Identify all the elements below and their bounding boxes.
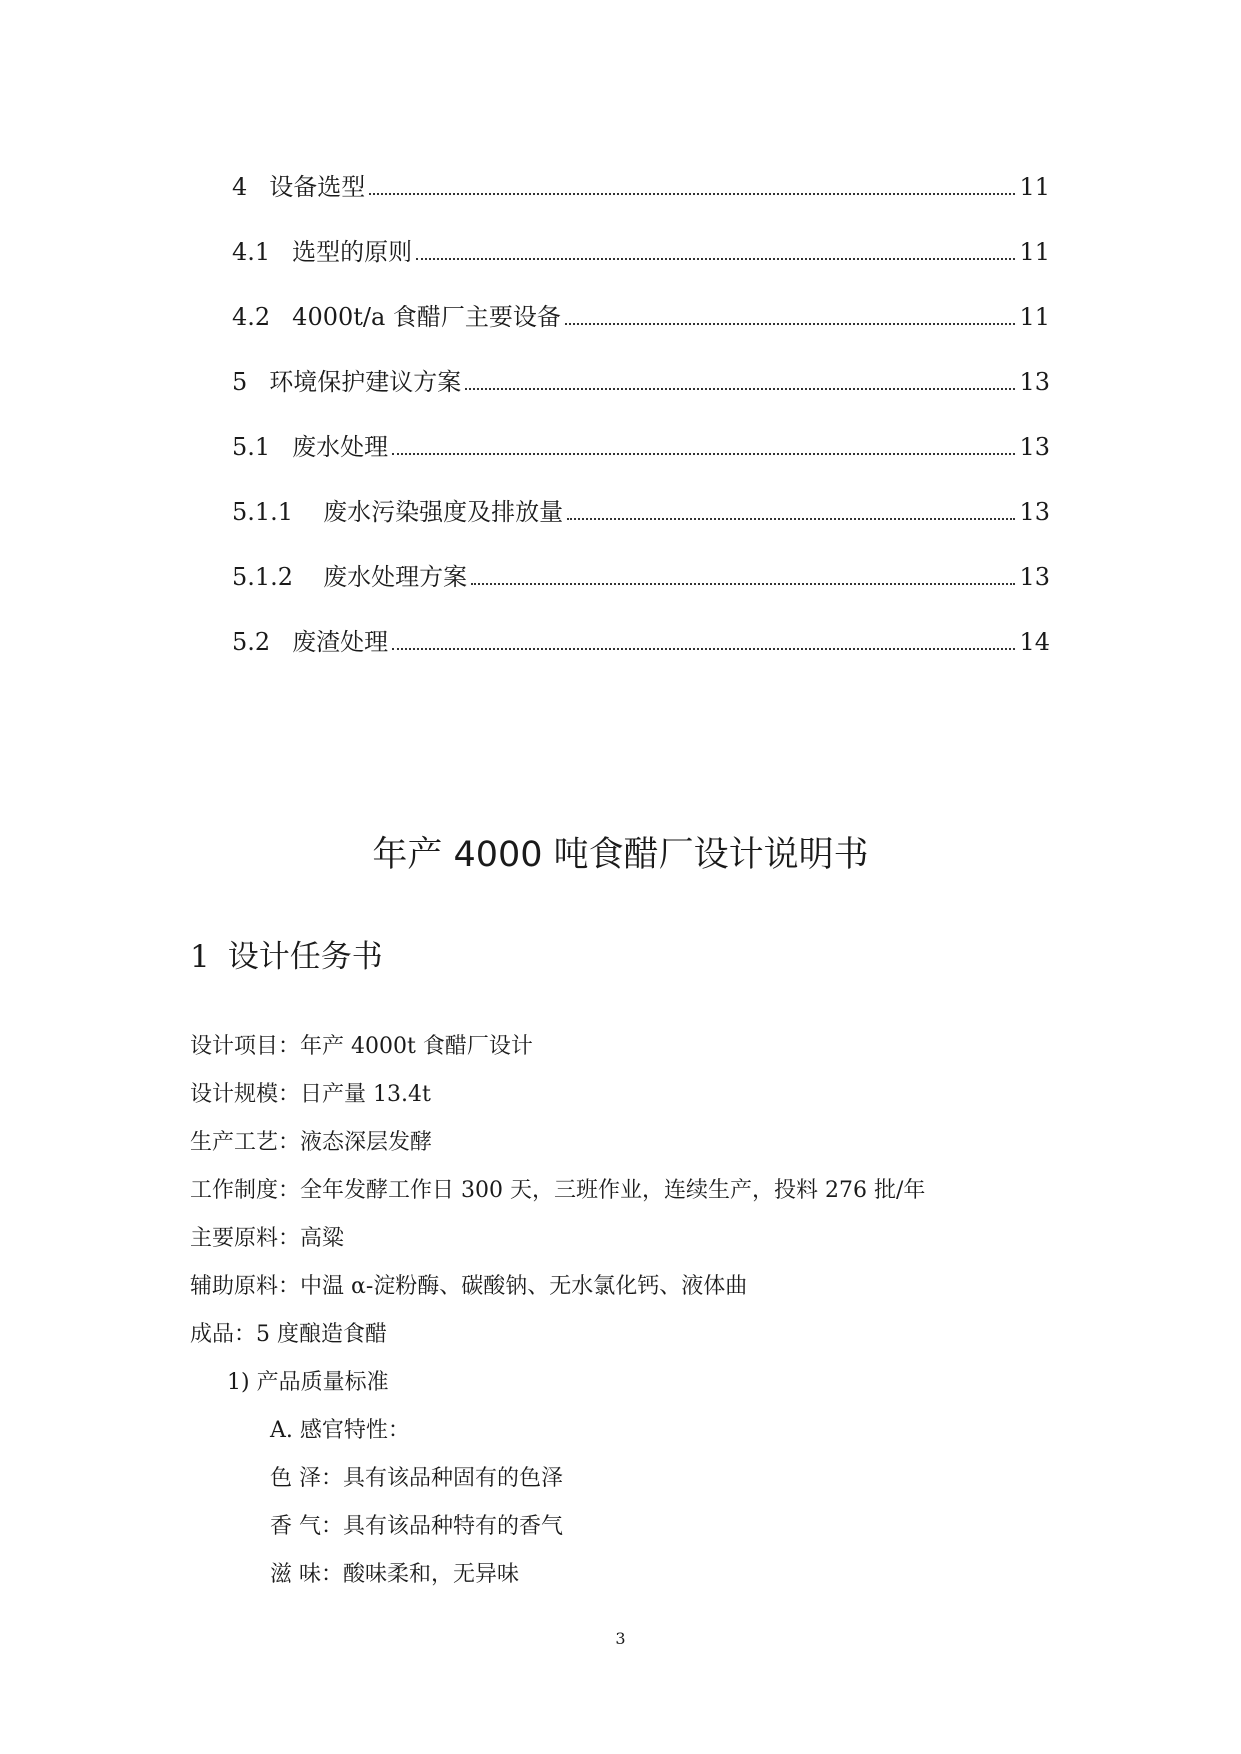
toc-title: 废渣处理 bbox=[292, 628, 389, 656]
toc-leader-dots bbox=[465, 388, 1015, 390]
page-number: 3 bbox=[615, 1629, 626, 1648]
spec-line: 设计规模：日产量 13.4t bbox=[190, 1082, 431, 1107]
toc-page-number: 13 bbox=[1019, 563, 1050, 591]
toc-entry[interactable] bbox=[232, 292, 1050, 332]
toc-number: 4.2 bbox=[232, 303, 271, 331]
toc-number: 5 bbox=[232, 368, 248, 396]
section-title: 设计任务书 bbox=[227, 939, 383, 975]
quality-item: 滋 味：酸味柔和，无异味 bbox=[270, 1562, 519, 1587]
toc-title: 4000t/a 食醋厂主要设备 bbox=[292, 303, 561, 331]
toc-number: 5.1.2 bbox=[232, 563, 294, 591]
toc-leader-dots bbox=[369, 193, 1015, 195]
quality-item: 香 气：具有该品种特有的香气 bbox=[270, 1514, 563, 1539]
toc-page-number: 13 bbox=[1019, 433, 1050, 461]
spec-line: 设计项目：年产 4000t 食醋厂设计 bbox=[190, 1034, 533, 1059]
toc-leader-dots bbox=[565, 323, 1016, 325]
spec-line: 辅助原料：中温 α-淀粉酶、碳酸钠、无水氯化钙、液体曲 bbox=[190, 1274, 748, 1299]
spec-line: 成品：5 度酿造食醋 bbox=[190, 1322, 387, 1347]
toc-number: 5.1 bbox=[232, 433, 271, 461]
toc-leader-dots bbox=[471, 583, 1015, 585]
toc-entry[interactable] bbox=[232, 227, 1050, 267]
toc-page-number: 11 bbox=[1019, 238, 1050, 266]
toc-page-number: 11 bbox=[1019, 173, 1050, 201]
toc-entry[interactable] bbox=[232, 487, 1050, 527]
toc-title: 废水处理方案 bbox=[323, 563, 468, 591]
spec-line: 生产工艺：液态深层发酵 bbox=[190, 1130, 433, 1155]
toc-page-number: 13 bbox=[1019, 498, 1050, 526]
toc-title: 设备选型 bbox=[269, 173, 366, 201]
toc-entry[interactable] bbox=[232, 617, 1050, 657]
toc-number: 4 bbox=[232, 173, 248, 201]
spec-line: 工作制度：全年发酵工作日 300 天，三班作业，连续生产，投料 276 批/年 bbox=[190, 1178, 926, 1203]
document-title: 年产 4000 吨食醋厂设计说明书 bbox=[372, 835, 869, 875]
section-heading bbox=[190, 937, 383, 977]
toc-leader-dots bbox=[392, 453, 1015, 455]
toc-title: 环境保护建议方案 bbox=[269, 368, 462, 396]
section-number: 1 bbox=[190, 939, 210, 975]
toc-entry[interactable] bbox=[232, 357, 1050, 397]
quality-item: 色 泽：具有该品种固有的色泽 bbox=[270, 1466, 563, 1491]
toc-number: 4.1 bbox=[232, 238, 271, 266]
toc-title: 废水处理 bbox=[292, 433, 389, 461]
toc-entry[interactable] bbox=[232, 552, 1050, 592]
toc-entry[interactable] bbox=[232, 162, 1050, 202]
toc-page-number: 11 bbox=[1019, 303, 1050, 331]
spec-line: 主要原料：高粱 bbox=[190, 1226, 345, 1251]
toc-page-number: 13 bbox=[1019, 368, 1050, 396]
toc-number: 5.2 bbox=[232, 628, 271, 656]
toc-entry[interactable] bbox=[232, 422, 1050, 462]
toc-leader-dots bbox=[567, 518, 1015, 520]
toc-title: 选型的原则 bbox=[292, 238, 413, 266]
toc-leader-dots bbox=[416, 258, 1015, 260]
sensory-subheading: A. 感官特性： bbox=[270, 1418, 410, 1443]
toc-page-number: 14 bbox=[1019, 628, 1050, 656]
quality-heading: 1) 产品质量标准 bbox=[227, 1370, 389, 1395]
toc-leader-dots bbox=[392, 648, 1015, 650]
toc-number: 5.1.1 bbox=[232, 498, 294, 526]
toc-title: 废水污染强度及排放量 bbox=[323, 498, 564, 526]
